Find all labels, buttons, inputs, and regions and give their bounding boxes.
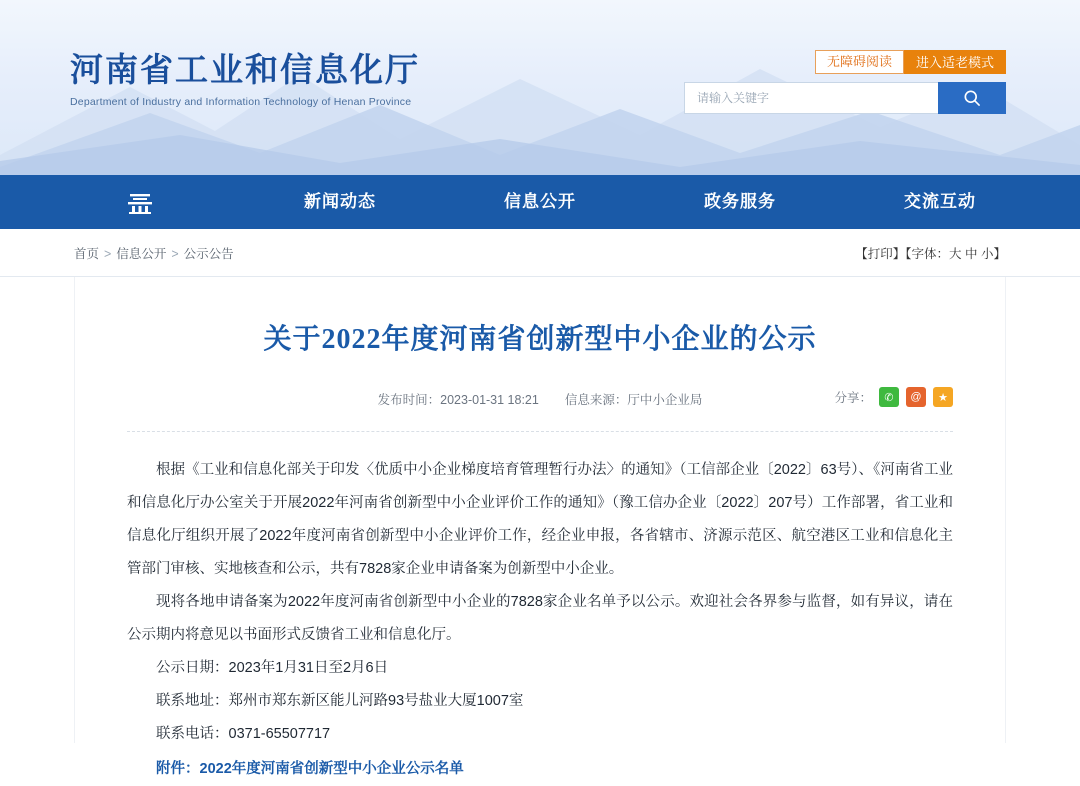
site-logo-en: Department of Industry and Information Technology of Henan Province [70,96,412,108]
site-search [684,82,1006,114]
nav-item-government-services[interactable]: 政务服务 [704,192,776,211]
article-source: 信息来源：厅中小企业局 [564,393,703,407]
print-button[interactable]: 【打印】 [855,247,906,261]
breadcrumb-item-home[interactable]: 首页 [74,247,100,261]
article-divider [127,431,953,432]
favorite-share-icon[interactable]: ★ [933,387,953,407]
article-container [74,277,1006,777]
breadcrumb-separator: > [104,247,112,261]
article-paragraph: 现将各地申请备案为2022年度河南省创新型中小企业的7828家企业名单予以公示。欢迎社会各界参与监督，如有异议，请在公示期内将意见以书面形式反馈省工业和信息化厅。 [127,594,953,643]
article-paragraph-notice-date: 公示日期：2023年1月31日至2月6日 [156,660,389,676]
search-button[interactable] [938,82,1006,114]
elder-mode-button[interactable]: 进入适老模式 [904,50,1006,74]
publish-time: 发布时间：2023-01-31 18:21 [377,393,539,407]
nav-item-information-disclosure[interactable]: 信息公开 [504,192,576,211]
nav-item-home[interactable] [40,175,240,229]
breadcrumb-item-disclosure[interactable]: 信息公开 [116,247,167,261]
attachment-link[interactable]: 附件：2022年度河南省创新型中小企业公示名单 [156,761,464,777]
site-logo-cn: 河南省工业和信息化厅 [70,53,420,89]
nav-item-interaction[interactable]: 交流互动 [904,192,976,211]
breadcrumb [74,244,234,262]
home-icon [125,190,155,216]
article-paragraph: 根据《工业和信息化部关于印发〈优质中小企业梯度培育管理暂行办法〉的通知》（工信部企业〔2022〕63号）、《河南省工业和信息化厅办公室关于开展2022年河南省创新型中小企业评价工作的通知》（豫工信办企业〔2022〕207号）工作部署，省工业和信息化厅组织开展了2022年度河南省创新型中小企业评价工作，经企业申报，各省辖市、济源示范区、航空港区工业和信息化主管部门审核、实地核查和公示，共有7828家企业申请备案为创新型中小企业。 [127,462,953,577]
page-title: 关于2022年度河南省创新型中小企业的公示 [263,324,817,355]
share-label: 分享： [834,391,872,405]
share-group [834,387,953,407]
barrier-free-button[interactable]: 无障碍阅读 [815,50,904,74]
site-header-banner [0,0,1080,175]
nav-item-news[interactable]: 新闻动态 [304,192,376,211]
site-logo[interactable] [70,44,420,108]
article-paragraph-contact-address: 联系地址：郑州市郑东新区能儿河路93号盐业大厦1007室 [156,693,524,709]
search-icon [962,88,982,108]
article-meta [127,387,953,411]
article-tools [855,244,1006,262]
article-body [127,454,953,751]
breadcrumb-bar [0,229,1080,277]
weibo-share-icon[interactable]: @ [906,387,926,407]
main-navigation [0,175,1080,229]
search-input[interactable] [684,82,938,114]
breadcrumb-separator: > [171,247,179,261]
breadcrumb-item-announcement[interactable]: 公示公告 [183,247,234,261]
font-size-control[interactable]: 【字体：大 中 小】 [905,247,1006,261]
attachment-link-wrap [127,753,953,786]
wechat-share-icon[interactable]: ✆ [879,387,899,407]
article-paragraph-contact-phone: 联系电话：0371-65507717 [156,726,331,742]
header-utility-buttons [815,50,1006,74]
